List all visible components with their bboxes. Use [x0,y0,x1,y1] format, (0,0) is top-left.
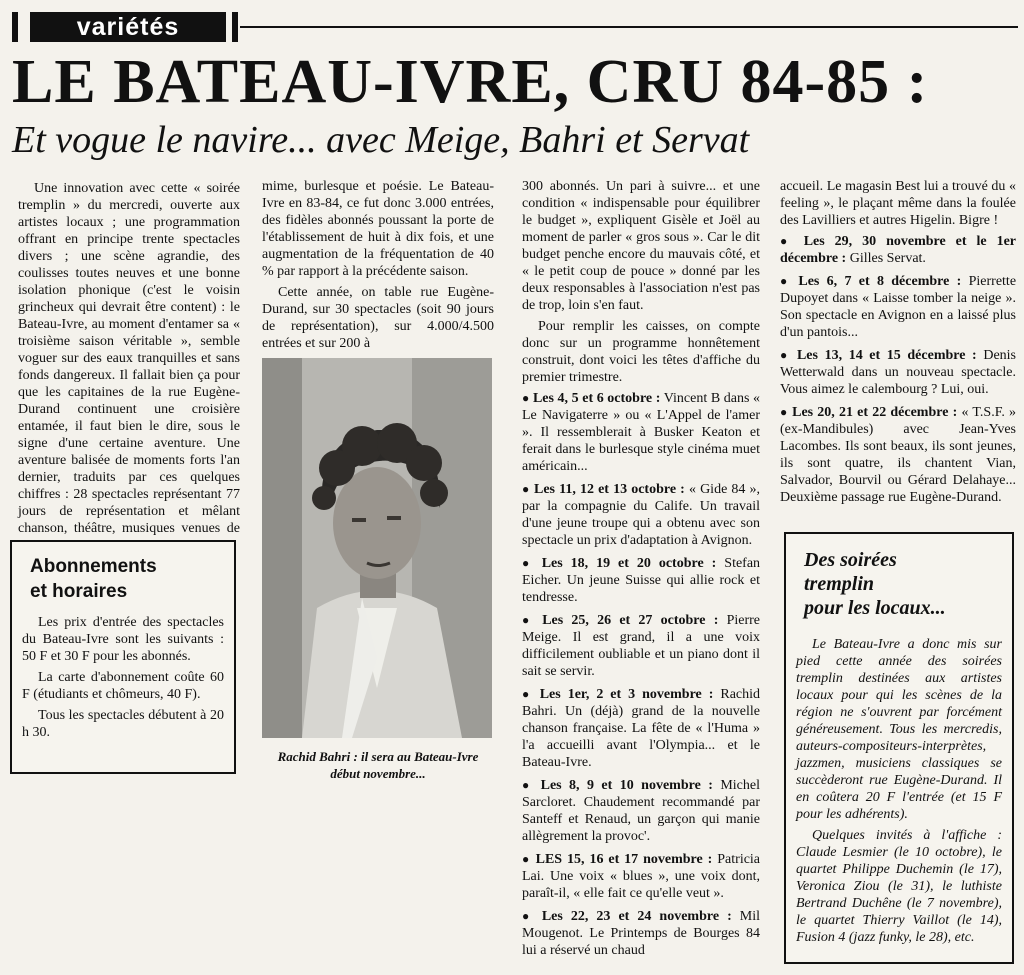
col4-para-1: accueil. Le magasin Best lui a trouvé du « feeling », le plaçant même dans la foulée des Lavilliers et autres Higelin. Bigre ! [780,179,1016,228]
event-text: « T.S.F. » (ex-Mandibules) avec Jean-Yves Lacombes. Ils sont beaux, ils sont jeunes, ils sont quatre, ils chantent Vian, Salvador, Bourvil ou Gérard Delahaye... Deuxième passage rue Eugène-Durand. [780,405,1017,505]
column-3 [522,178,760,965]
event-text: Gilles Servat. [849,251,926,266]
col3-para-1: 300 abonnés. Un pari à suivre... et une condition « indispensable pour équilibrer le budget », expliquent Gisèle et Joël au moment de parler « gros sous ». Car le dit budget penche encore du mauvais côté, et « le petit coup de pouce » donné par les deux responsables à l'association n'est pas de trop, loin s'en faut. [522,179,760,313]
subscriptions-card: La carte d'abonnement coûte 60 F (étudiants et chômeurs, 40 F). [22,670,224,702]
portrait-photo [262,358,492,738]
event-date: Les 22, 23 et 24 novembre : [541,909,732,924]
tremplin-text: Le Bateau-Ivre a donc mis sur pied cette année des soirées tremplin destinées aux artistes locaux pour qui les scènes de la région ne s'ouvrent par forcément généreusement. Tous les mercredis, auteurs-compositeurs-interprètes, jazzmen, musiciens classiques se succèderont rue Eugène-Durand. Il en coûtera 20 F l'entrée (et 15 F pour les adhérents). [796,637,1002,822]
event-item: ● Les 8, 9 et 10 novembre : Michel Sarcloret. Chaudement recommandé par Santeff et Renaud, un garçon qui manie allègrement la provoc'. [522,778,760,844]
tremplin-title-line2: tremplin [804,573,875,595]
event-text: Mil Mougenot. Le Printemps de Bourges 84 lui a réservé un chaud [522,909,761,958]
subheadline: Et vogue le navire... avec Meige, Bahri et Servat [12,119,750,161]
rubric-label: variétés [30,12,226,42]
col1-text: Une innovation avec cette « soirée tremplin » du mercredi, ouverte aux artistes locaux ; une programmation offrant en principe trente spectacles divers ; une scène agrandie, des coulisses toutes neuves et une bonne isolation phonique (c'est le voisin grincheux qui devrait être content) : le Bateau-Ivre, au moment d'entamer sa « troisième saison véritable », semble voguer sur des eaux tranquilles et sans fonds dangereux. Il fallait bien ça pour que les capitaines de la rue Eugène-Durand continuent une croisière entamée, il faut bien le dire, sous le signe d'une certaine aventure. Une aventure balisée de moments forts l'an dernier, traduits par ces quelques chiffres : 28 spectacles représentant 77 jours de représentation et mêlant chanson, théâtre, musiques venues de [18,181,240,536]
event-text: Patricia Lai. Une voix « blues », une voix dont, paraît-il, « elle fait ce qu'elle veut ». [522,852,761,901]
rubric-bar-left [12,12,18,42]
event-item: ● Les 6, 7 et 8 décembre : Pierrette Dupoyet dans « Laisse tomber la neige ». Son spectacle en Avignon en a laissé plus d'un pantois... [780,274,1017,340]
tremplin-title [804,548,1002,620]
rubric-rule [240,26,1018,28]
event-item: ● Les 1er, 2 et 3 novembre : Rachid Bahri. Un (déjà) grand de la nouvelle chanson française. La fête de « l'Huma » l'a accueilli avant l'Olympia... et le Bateau-Ivre. [522,687,761,770]
rubric-bar-right [232,12,238,42]
subscriptions-time: Tous les spectacles débutent à 20 h 30. [22,708,224,740]
subscriptions-title [30,554,224,604]
event-date: Les 4, 5 et 6 octobre : [532,391,661,406]
event-text: Denis Wetterwald dans un nouveau spectacle. Vous aimez le calembourg ? Lui, oui. [780,348,1016,397]
event-date: Les 8, 9 et 10 novembre : [540,778,713,793]
event-item: ● LES 15, 16 et 17 novembre : Patricia Lai. Une voix « blues », une voix dont, paraît-il, « elle fait ce qu'elle veut ». [522,852,761,901]
event-text: Stefan Eicher. Un jeune Suisse qui allie rock et tendresse. [522,556,761,605]
event-date: Les 6, 7 et 8 décembre : [798,274,962,289]
event-date: Les 1er, 2 et 3 novembre : [539,687,714,702]
subscriptions-box [10,540,236,774]
portrait-illustration [262,358,492,738]
event-item: ● Les 18, 19 et 20 octobre : Stefan Eicher. Un jeune Suisse qui allie rock et tendresse. [522,556,761,605]
event-date: Les 13, 14 et 15 décembre : [796,348,977,363]
tremplin-title-line1: Des soirées [804,549,897,571]
event-item: ● Les 11, 12 et 13 octobre : « Gide 84 », par la compagnie du Calife. Un travail d'une jeune troupe qui a obtenu avec son spectacle un prix d'adaptation à Avignon. [522,482,761,548]
tremplin-box [784,532,1014,964]
event-item: ● Les 20, 21 et 22 décembre : « T.S.F. » (ex-Mandibules) avec Jean-Yves Lacombes. Ils sont beaux, ils sont jeunes, ils sont quatre, ils chantent Vian, Salvador, Bourvil ou Gérard Delahaye... Deuxième passage rue Eugène-Durand. [780,405,1017,505]
event-item: ● Les 29, 30 novembre et le 1er décembre : Gilles Servat. [780,234,1017,266]
photo-caption: Rachid Bahri : il sera au Bateau-Ivre début novembre... [277,749,479,781]
column-1 [18,180,240,558]
event-text: « Gide 84 », par la compagnie du Calife. Un travail d'une jeune troupe qui a obtenu avec son spectacle un prix d'adaptation à Avignon. [522,482,761,548]
event-item: ● Les 25, 26 et 27 octobre : Pierre Meige. Il est grand, il a une voix difficilement oubliable et un piano dont il sait se servir. [522,613,761,679]
event-date: LES 15, 16 et 17 novembre : [535,852,713,867]
col3-para-2: Pour remplir les caisses, on compte donc sur un programme honnêtement construit, dont voici les têtes d'affiche du premier trimestre. [522,319,760,385]
event-date: Les 20, 21 et 22 décembre : [792,405,958,420]
event-text: Rachid Bahri. Un (déjà) grand de la nouvelle chanson française. La fête de « l'Huma » l'a accueilli avant l'Olympia... et le Bateau-Ivre. [522,687,761,770]
tremplin-title-line3: pour les locaux... [804,597,946,619]
event-text: Vincent B dans « Le Navigaterre » ou « L'Appel de l'amer ». Il ressemblerait à Busker Keaton et ferait dans le burlesque style cinéma muet américain... [522,391,761,474]
event-item: ● Les 4, 5 et 6 octobre : Vincent B dans « Le Navigaterre » ou « L'Appel de l'amer ». Il ressemblerait à Busker Keaton et ferait dans le burlesque style cinéma muet américain... [522,391,761,474]
event-date: Les 18, 19 et 20 octobre : [541,556,717,571]
headline: LE BATEAU-IVRE, CRU 84-85 : [12,48,929,116]
col2-para-1: mime, burlesque et poésie. Le Bateau-Ivre en 83-84, ce fut donc 3.000 entrées, des fidèles abonnés poussant la porte de l'établissement de huit à dix fois, et une augmentation de la fréquentation de 40 % par rapport à la précédente saison. [262,179,494,279]
event-date: Les 25, 26 et 27 octobre : [542,613,719,628]
subscriptions-prices: Les prix d'entrée des spectacles du Bateau-Ivre sont les suivants : 50 F et 30 F pour les abonnés. [22,615,224,664]
event-text: Pierrette Dupoyet dans « Laisse tomber la neige ». Son spectacle en Avignon en a laissé plus d'un pantois... [780,274,1017,340]
event-item: ● Les 22, 23 et 24 novembre : Mil Mougenot. Le Printemps de Bourges 84 lui a réservé un chaud [522,909,761,958]
event-text: Pierre Meige. Il est grand, il a une voix difficilement oubliable et un piano dont il sait se servir. [522,613,761,679]
column-2 [262,178,494,356]
col2-para-2: Cette année, on table rue Eugène-Durand, sur 30 spectacles (soit 90 jours de représentation), sur 4.000/4.500 entrées et sur 200 à [262,285,494,351]
event-text: Michel Sarcloret. Chaudement recommandé par Santeff et Renaud, un garçon qui manie allègrement la provoc'. [522,778,760,844]
subscriptions-title-line1: Abonnements [30,556,157,577]
subscriptions-title-line2: et horaires [30,581,128,602]
column-4 [780,178,1016,512]
tremplin-guests: Quelques invités à l'affiche : Claude Lesmier (le 10 octobre), le quartet Philippe Duchemin (le 17), Veronica Ziou (le 31), le luthiste Bertrand Duchêne (le 7 novembre), le quartet Thierry Vaillot (le 14), Fusion 4 (jazz funky, le 28), etc. [796,828,1002,945]
event-date: Les 29, 30 novembre et le 1er décembre : [780,234,1017,266]
event-date: Les 11, 12 et 13 octobre : [534,482,685,497]
event-item: ● Les 13, 14 et 15 décembre : Denis Wetterwald dans un nouveau spectacle. Vous aimez le calembourg ? Lui, oui. [780,348,1016,397]
